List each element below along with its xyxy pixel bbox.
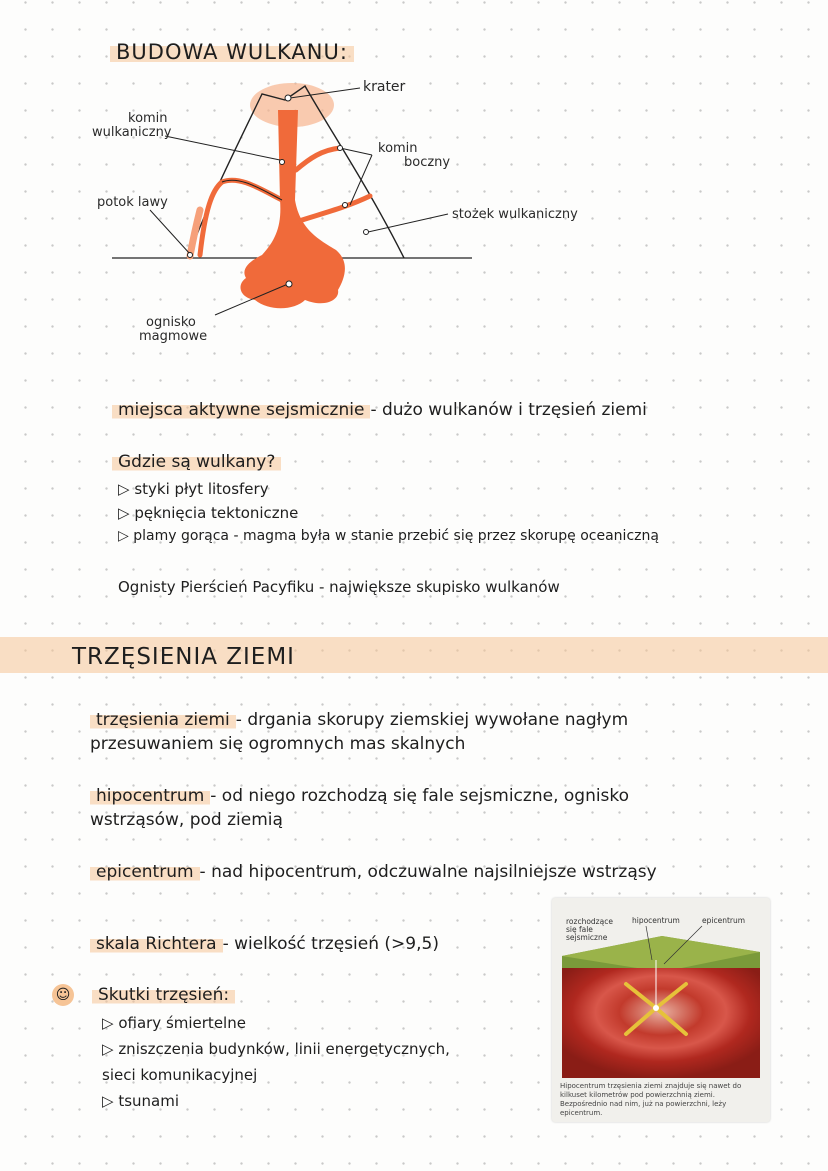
richter-text: - wielkość trzęsień (>9,5) — [222, 934, 439, 954]
side-vent-left — [200, 180, 282, 255]
bullet-text: pęknięcia tektoniczne — [134, 504, 299, 522]
hypocenter-line-2: wstrząsów, pod ziemią — [90, 810, 283, 830]
volcano-title: BUDOWA WULKANU: — [110, 40, 354, 64]
bullet-text: styki płyt litosfery — [134, 480, 269, 498]
label-side-vent-2: boczny — [404, 155, 451, 170]
label-lava: potok lawy — [97, 195, 168, 210]
figure-label-hypocenter: hipocentrum — [632, 916, 680, 925]
richter-line — [90, 934, 439, 954]
ring-of-fire: Ognisty Pierścień Pacyfiku - największe skupisko wulkanów — [118, 578, 560, 596]
effects-title: Skutki trzęsień: — [92, 985, 235, 1005]
effect-text: tsunami — [118, 1092, 179, 1110]
effect-2: ▷ zniszczenia budynków, linii energetycznych, — [102, 1040, 450, 1058]
label-vent-1: komin — [128, 111, 168, 126]
effect-1: ▷ ofiary śmiertelne — [102, 1014, 246, 1032]
epicenter-text: - nad hipocentrum, odczuwalne najsilniejsze wstrząsy — [199, 862, 657, 882]
earthquakes-title: TRZĘSIENIA ZIEMI — [72, 644, 295, 670]
figure-caption: Hipocentrum trzęsienia ziemi znajduje się nawet do kilkuset kilometrów pod powierzchnią ziemi. Bezpośrednio nad nim, już na powierzchni, leży epicentrum. — [560, 1082, 742, 1117]
label-vent-2: wulkaniczny — [92, 125, 172, 140]
seismic-rest: - dużo wulkanów i trzęsień ziemi — [370, 400, 647, 420]
definition-term: trzęsienia ziemi — [90, 710, 236, 730]
richter-term: skala Richtera — [90, 934, 223, 954]
effect-4: ▷ tsunami — [102, 1092, 179, 1110]
figure-label-waves: rozchodzące się fale sejsmiczne — [566, 917, 613, 942]
hypocenter-text-1: - od niego rozchodzą się fale sejsmiczne, ognisko — [210, 786, 630, 806]
figure-label-epicenter: epicentrum — [702, 916, 746, 925]
earthquake-figure — [552, 898, 770, 1122]
effect-text: ofiary śmiertelne — [118, 1014, 246, 1032]
bullet-2: ▷ pęknięcia tektoniczne — [118, 504, 299, 522]
hypocenter-term: hipocentrum — [90, 786, 210, 806]
label-chamber-2: magmowe — [139, 329, 208, 344]
label-side-vent-1: komin — [378, 141, 418, 156]
smiley-icon: ☺ — [52, 984, 74, 1006]
epicenter-line — [90, 862, 657, 882]
definition-line-1 — [90, 710, 628, 730]
definition-line-2: przesuwaniem się ogromnych mas skalnych — [90, 734, 466, 754]
bullet-3: ▷ plamy gorąca - magma była w stanie przebić się przez skorupę oceaniczną — [118, 528, 659, 544]
label-cone: stożek wulkaniczny — [452, 207, 578, 222]
label-crater: krater — [363, 79, 406, 95]
bullet-1: ▷ styki płyt litosfery — [118, 480, 269, 498]
side-vent-right — [296, 148, 340, 170]
seismic-term: miejsca aktywne sejsmicznie — [112, 400, 370, 420]
effect-text: zniszczenia budynków, linii energetycznych, — [118, 1040, 450, 1058]
effect-3: sieci komunikacyjnej — [102, 1066, 258, 1084]
hypocenter-line-1 — [90, 786, 629, 806]
epicenter-term: epicentrum — [90, 862, 200, 882]
side-vent-right-2 — [296, 196, 370, 222]
definition-text-1: - drgania skorupy ziemskiej wywołane nagłym — [235, 710, 629, 730]
seismic-note — [112, 400, 647, 420]
bullet-text: plamy gorąca - magma była w stanie przebić się przez skorupę oceaniczną — [133, 528, 659, 544]
label-chamber-1: ognisko — [146, 315, 196, 330]
question: Gdzie są wulkany? — [112, 452, 281, 472]
